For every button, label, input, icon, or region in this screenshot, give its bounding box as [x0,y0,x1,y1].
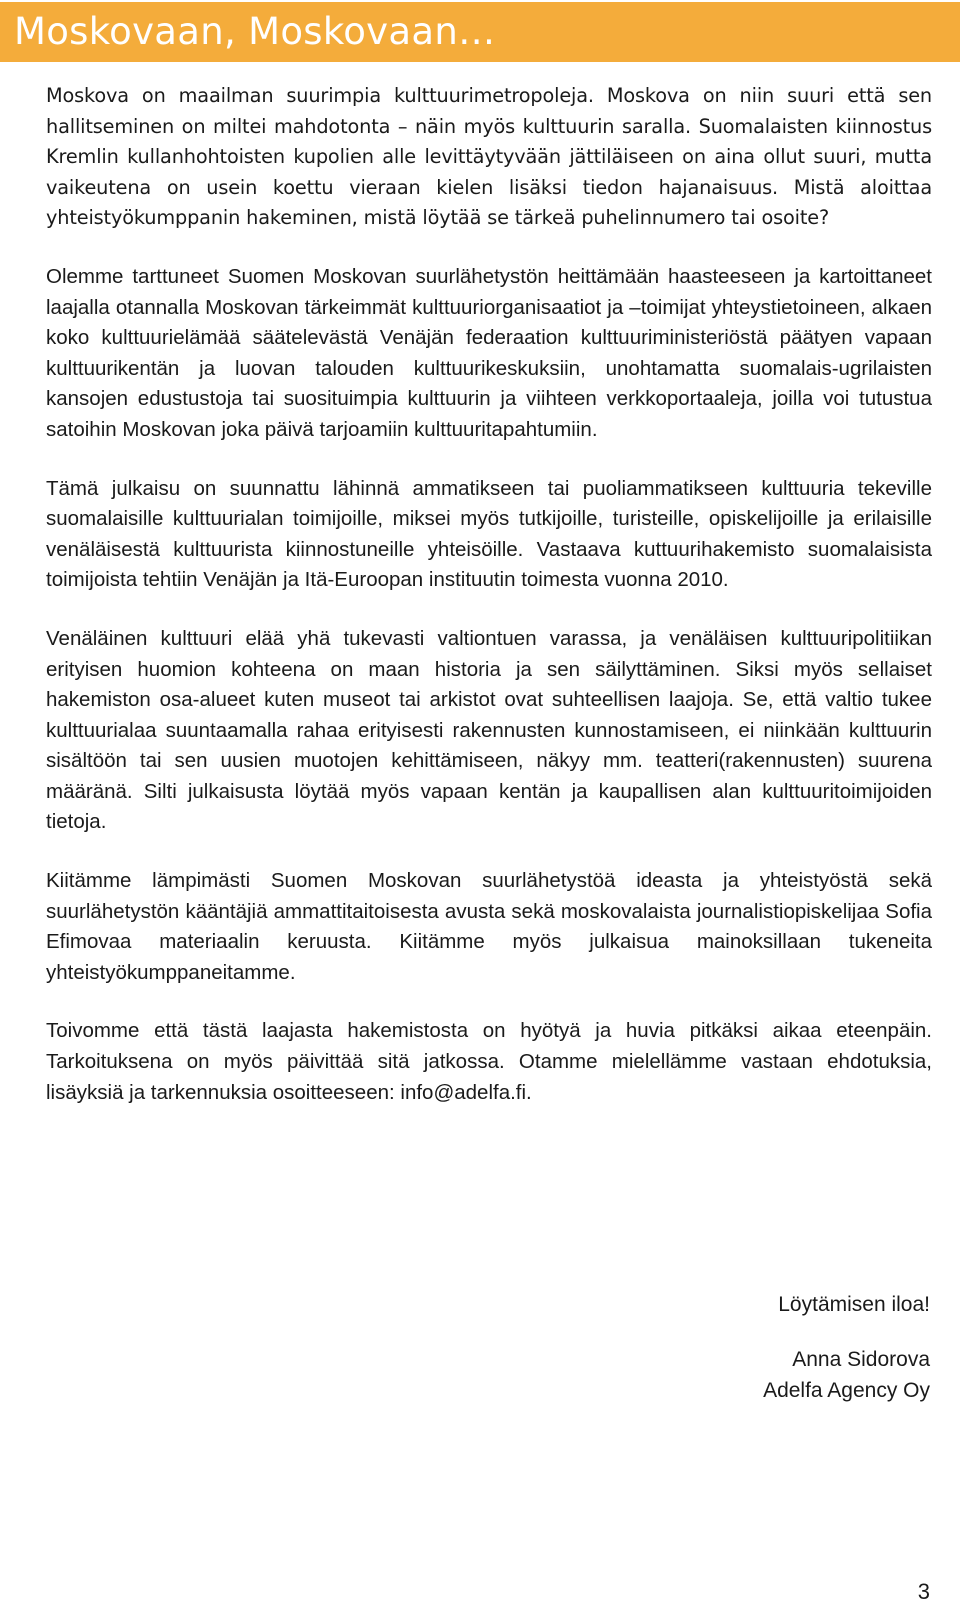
paragraph-target-audience: Tämä julkaisu on suunnattu lähinnä ammatikseen tai puoliammatikseen kulttuuria tekeville suomalaisille kulttuurialan toimijoille, miksei myös tutkijoille, turisteille, opiskelijoille ja erilaisille venäläisestä kulttuurista kiinnostuneille yhteisöille. Vastaava kuttuurihakemisto suomalaisista toimijoista tehtiin Venäjän ja Itä-Euroopan instituutin toimesta vuonna 2010. [46,476,932,592]
paragraph-feedback: Toivomme että tästä laajasta hakemistosta on hyötyä ja huvia pitkäksi aikaa eteenpäin. Tarkoituksena on myös päivittää sitä jatkossa. Otamme mielellämme vastaan ehdotuksia, lisäyksiä ja tarkennuksia osoitteeseen: info@adelfa.fi. [46,1019,932,1104]
paragraph-intro: Moskova on maailman suurimpia kulttuurimetropoleja. Moskova on niin suuri että sen hallitseminen on miltei mahdotonta – näin myös kulttuurin saralla. Suomalaisten kiinnostus Kremlin kullanhohtoisten kupolien alle levittäytyvään jättiläiseen on aina ollut suuri, mutta vaikeutena on usein koettu vieraan kielen lisäksi tiedon hajanaisuus. Mistä aloittaa yhteistyökumppanin hakeminen, mistä löytää se tärkeä puhelinnumero tai osoite? [46,84,932,230]
signature-name: Anna Sidorova [792,1348,930,1371]
article-body [46,81,932,1136]
page-title: Moskovaan, Moskovaan… [14,10,496,53]
signature-block [763,1289,930,1406]
paragraph-acknowledgements: Kiitämme lämpimästi Suomen Moskovan suurlähetystöä ideasta ja yhteistyöstä sekä suurlähetystön kääntäjiä ammattitaitoisesta avusta sekä moskovalaista journalistiopiskelijaa Sofia Efimovaa materiaalin keruusta. Kiitämme myös julkaisua mainoksillaan tukeneita yhteistyökumppaneitamme. [46,869,932,984]
page-number: 3 [917,1579,930,1604]
signature-company: Adelfa Agency Oy [763,1379,930,1402]
header-bar [0,2,960,62]
paragraph-embassy-challenge: Olemme tarttuneet Suomen Moskovan suurlähetystön heittämään haasteeseen ja kartoittaneet laajalla otannalla Moskovan tärkeimmät kulttuuriorganisaatiot ja –toimijat yhteystietoineen, alkaen koko kulttuurielämää säätelevästä Venäjän federaation kulttuuriministeriöstä päätyen vapaan kulttuurikentän ja luovan talouden kulttuurikeskuksiin, unohtamatta suomalais-ugrilaisten kansojen edustustoja tai suosituimpia kulttuurin ja viihteen verkkoportaaleja, joilla voi tutustua satoihin Moskovan joka päivä tarjoamiin kulttuuritapahtumiin. [46,264,932,441]
signature-greeting: Löytämisen iloa! [778,1293,930,1316]
paragraph-state-funding: Venäläinen kulttuuri elää yhä tukevasti valtiontuen varassa, ja venäläisen kulttuuripolitiikan erityisen huomion kohteena on maan historia ja sen säilyttäminen. Siksi myös sellaiset hakemiston osa-alueet kuten museot tai arkistot ovat suhteellisen laajoja. Se, että valtio tukee kulttuurialaa suuntaamalla rahaa erityisesti rakennusten kunnostamiseen, ei niinkään kulttuurin sisältöön tai sen uusien muotojen kehittämiseen, näkyy mm. teatteri(rakennusten) suurena määränä. Silti julkaisusta löytää myös vapaan kentän ja kaupallisen alan kulttuuritoimijoiden tietoja. [46,626,932,834]
